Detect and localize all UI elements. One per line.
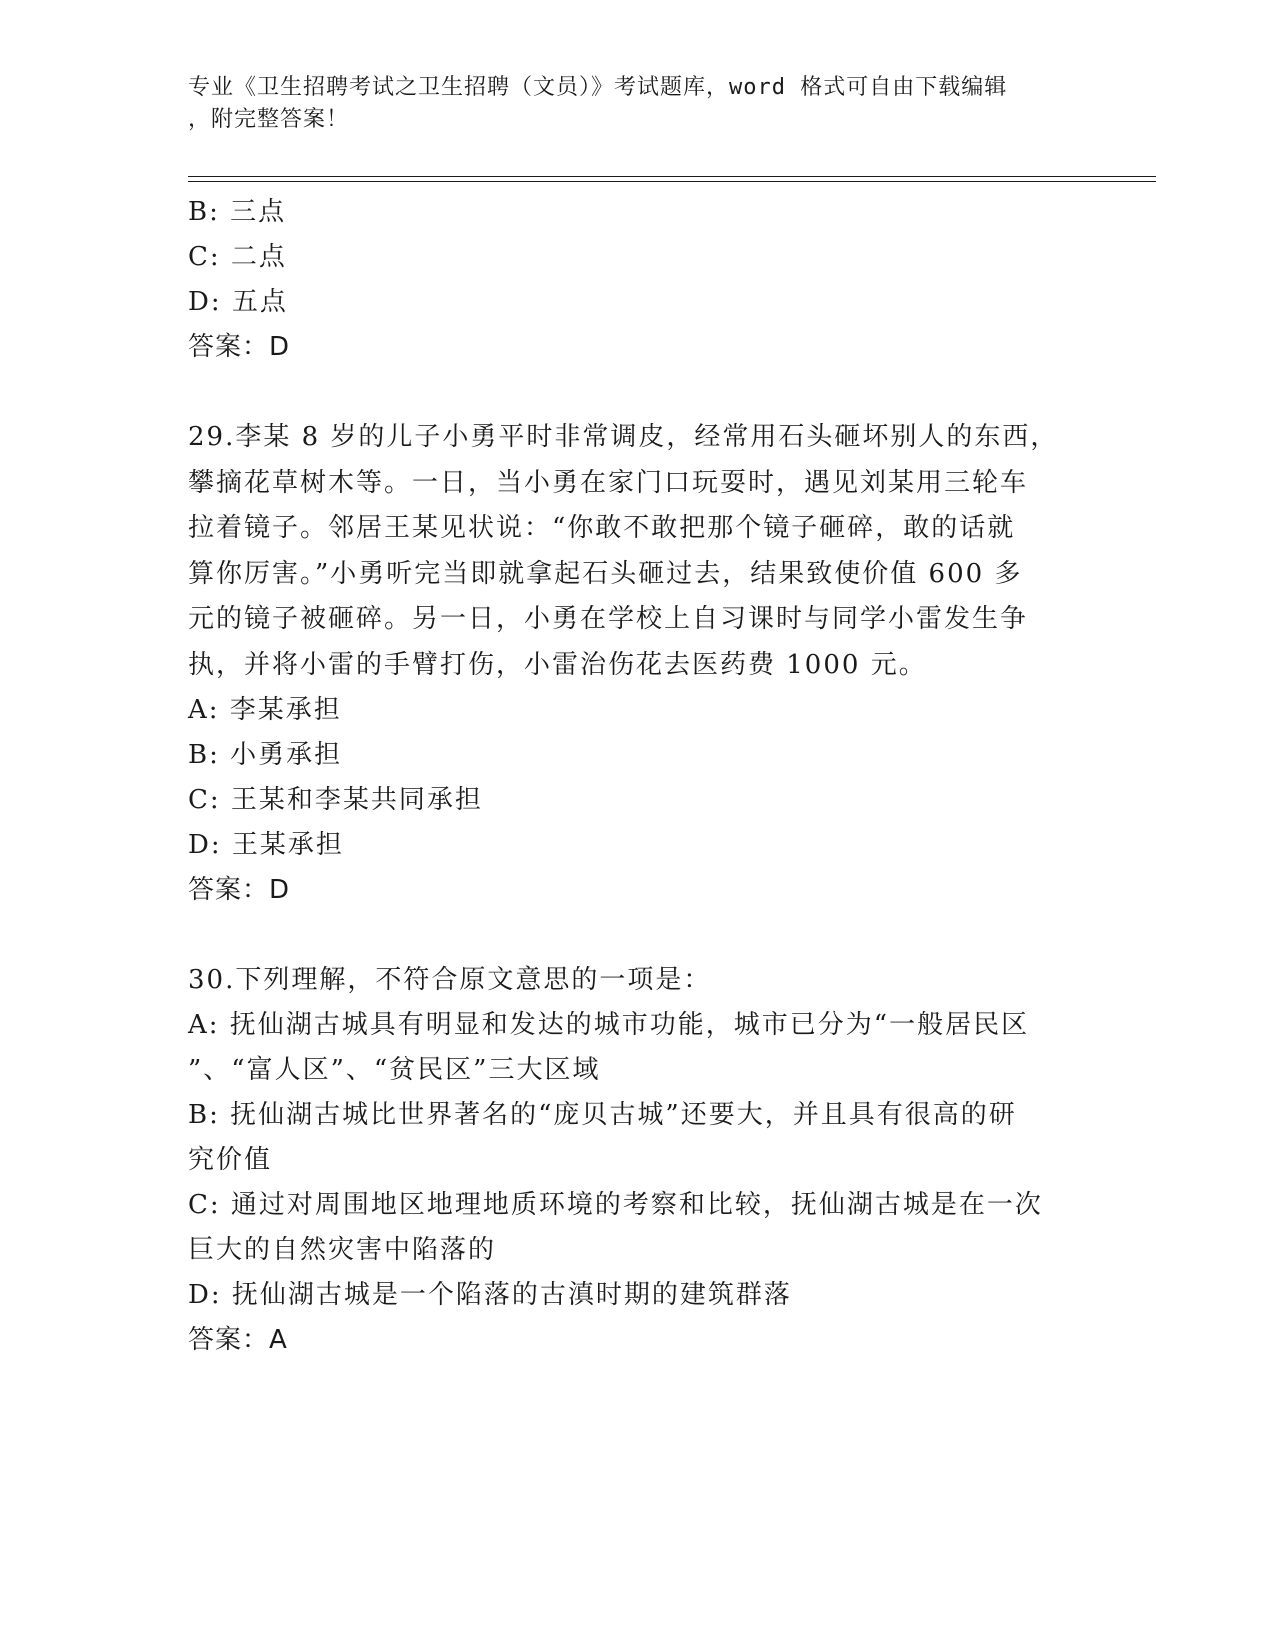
document-header: [188, 72, 1068, 136]
option-c-line-2: 巨大的自然灾害中陷落的: [188, 1235, 497, 1265]
question-text-line: 攀摘花草树木等。一日，当小勇在家门口玩耍时，遇见刘某用三轮车: [188, 467, 1029, 498]
document-body: [188, 190, 1068, 1363]
question-text-line: 元的镜子被砸碎。另一日，小勇在学校上自习课时与同学小雷发生争: [188, 604, 1029, 634]
question-text-line: 算你厉害。”小勇听完当即就拿起石头砸过去，结果致使价值 600 多: [188, 558, 1023, 589]
question-30-block: [188, 958, 1068, 1363]
option-c: C: 王某和李某共同承担: [188, 785, 483, 815]
option-b: B: 三点: [188, 197, 287, 227]
option-b: B: 小勇承担: [188, 740, 343, 770]
question-text-line: 执，并将小雷的手臂打伤，小雷治伤花去医药费 1000 元。: [188, 649, 927, 680]
spacer: [188, 370, 1068, 415]
header-rule-bottom: [188, 181, 1156, 182]
header-title-line-1: 专业《卫生招聘考试之卫生招聘（文员）》考试题库，word 格式可自由下载编辑: [188, 75, 1008, 100]
option-a-line-2: ”、“富人区”、“贫民区”三大区域: [188, 1055, 601, 1085]
option-d: D: 抚仙湖古城是一个陷落的古滇时期的建筑群落: [188, 1280, 792, 1310]
option-c: C: 二点: [188, 242, 287, 272]
option-b-line-2: 究价值: [188, 1145, 273, 1175]
answer-line: 答案：A: [188, 1325, 288, 1355]
answer-line: 答案：D: [188, 332, 291, 362]
option-a-line-1: A: 抚仙湖古城具有明显和发达的城市功能，城市已分为“一般居民区: [188, 1010, 1030, 1040]
header-title-line-2: ，附完整答案！: [188, 107, 350, 132]
question-text-line: 29.李某 8 岁的儿子小勇平时非常调皮，经常用石头砸坏别人的东西，: [188, 422, 1059, 452]
question-text-line: 30.下列理解，不符合原文意思的一项是：: [188, 965, 712, 995]
option-a: A: 李某承担: [188, 695, 342, 725]
option-d: D: 王某承担: [188, 830, 344, 860]
option-d: D: 五点: [188, 287, 288, 317]
header-rule-top: [188, 176, 1156, 177]
answer-line: 答案：D: [188, 875, 291, 905]
question-text-line: 拉着镜子。邻居王某见状说：“你敢不敢把那个镜子砸碎，敢的话就: [188, 513, 1016, 543]
question-29-block: [188, 415, 1068, 913]
question-28-block: [188, 190, 1068, 370]
option-b-line-1: B: 抚仙湖古城比世界著名的“庞贝古城”还要大，并且具有很高的研: [188, 1100, 1017, 1130]
option-c-line-1: C: 通过对周围地区地理地质环境的考察和比较，抚仙湖古城是在一次: [188, 1190, 1043, 1220]
spacer: [188, 913, 1068, 958]
